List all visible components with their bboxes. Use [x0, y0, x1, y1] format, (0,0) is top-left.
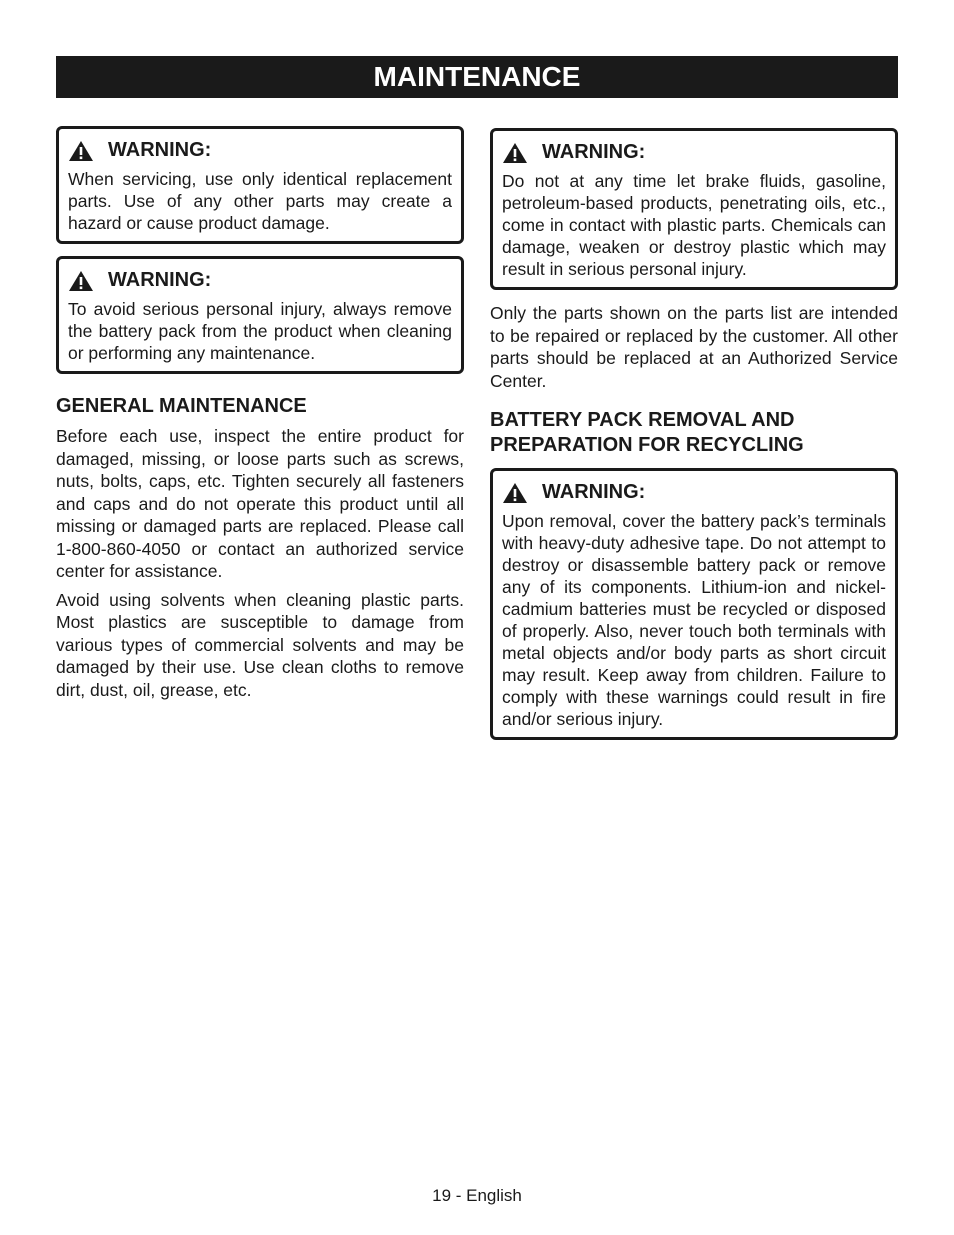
general-maintenance-paragraph-1: Before each use, inspect the entire product for damaged, missing, or loose parts such as screws, nuts, bolts, caps, etc. Tighten securely all fasteners and caps and do not operate this product until all missing or damaged parts are replaced. Please call 1-800-860-4050 or contact an authorized service center for assistance.: [56, 426, 464, 581]
warning-text: Upon removal, cover the battery pack’s terminals with heavy-duty adhesive tape. Do not attempt to destroy or disassemble battery pack or remove any of its components. Lithium-ion and nickel-cadmium batteries must be recycled or disposed of properly. Also, never touch both terminals with metal objects and/or body parts as short circuit may result. Keep away from children. Failure to comply with these warnings could result in fire and/or serious injury.: [502, 511, 886, 729]
warning-triangle-icon: [68, 270, 94, 292]
warning-header: [502, 141, 886, 164]
warning-triangle-icon: [502, 142, 528, 164]
left-column: [56, 126, 464, 707]
warning-label: WARNING:: [542, 481, 646, 503]
warning-label: WARNING:: [108, 139, 212, 161]
battery-removal-heading: BATTERY PACK REMOVAL AND PREPARATION FOR RECYCLING: [490, 409, 804, 456]
warning-box-chemicals: [490, 128, 898, 290]
warning-header: [68, 269, 452, 292]
warning-header: [68, 139, 452, 162]
warning-header: [502, 481, 886, 504]
warning-text: Do not at any time let brake fluids, gasoline, petroleum-based products, penetrating oils, etc., come in contact with plastic parts. Chemicals can damage, weaken or destroy plastic which may result in serious personal injury.: [502, 171, 886, 279]
warning-box-replacement-parts: [56, 126, 464, 244]
warning-text: When servicing, use only identical replacement parts. Use of any other parts may create a hazard or cause product damage.: [68, 169, 452, 233]
warning-label: WARNING:: [108, 269, 212, 291]
warning-triangle-icon: [68, 140, 94, 162]
page-title: MAINTENANCE: [56, 56, 898, 98]
page-number-footer: 19 - English: [432, 1186, 522, 1205]
general-maintenance-paragraph-2: Avoid using solvents when cleaning plastic parts. Most plastics are susceptible to damage from various types of commercial solvents and may be damaged by their use. Use clean cloths to remove dirt, dust, oil, grease, etc.: [56, 589, 464, 700]
general-maintenance-heading: GENERAL MAINTENANCE: [56, 395, 307, 417]
warning-label: WARNING:: [542, 141, 646, 163]
right-column: [490, 128, 898, 752]
warning-text: To avoid serious personal injury, always remove the battery pack from the product when cleaning or performing any maintenance.: [68, 299, 452, 363]
authorized-parts-paragraph: Only the parts shown on the parts list are intended to be repaired or replaced by the customer. All other parts should be replaced at an Authorized Service Center.: [490, 303, 898, 391]
warning-box-remove-battery: [56, 256, 464, 374]
warning-triangle-icon: [502, 482, 528, 504]
warning-box-battery-disposal: [490, 468, 898, 740]
